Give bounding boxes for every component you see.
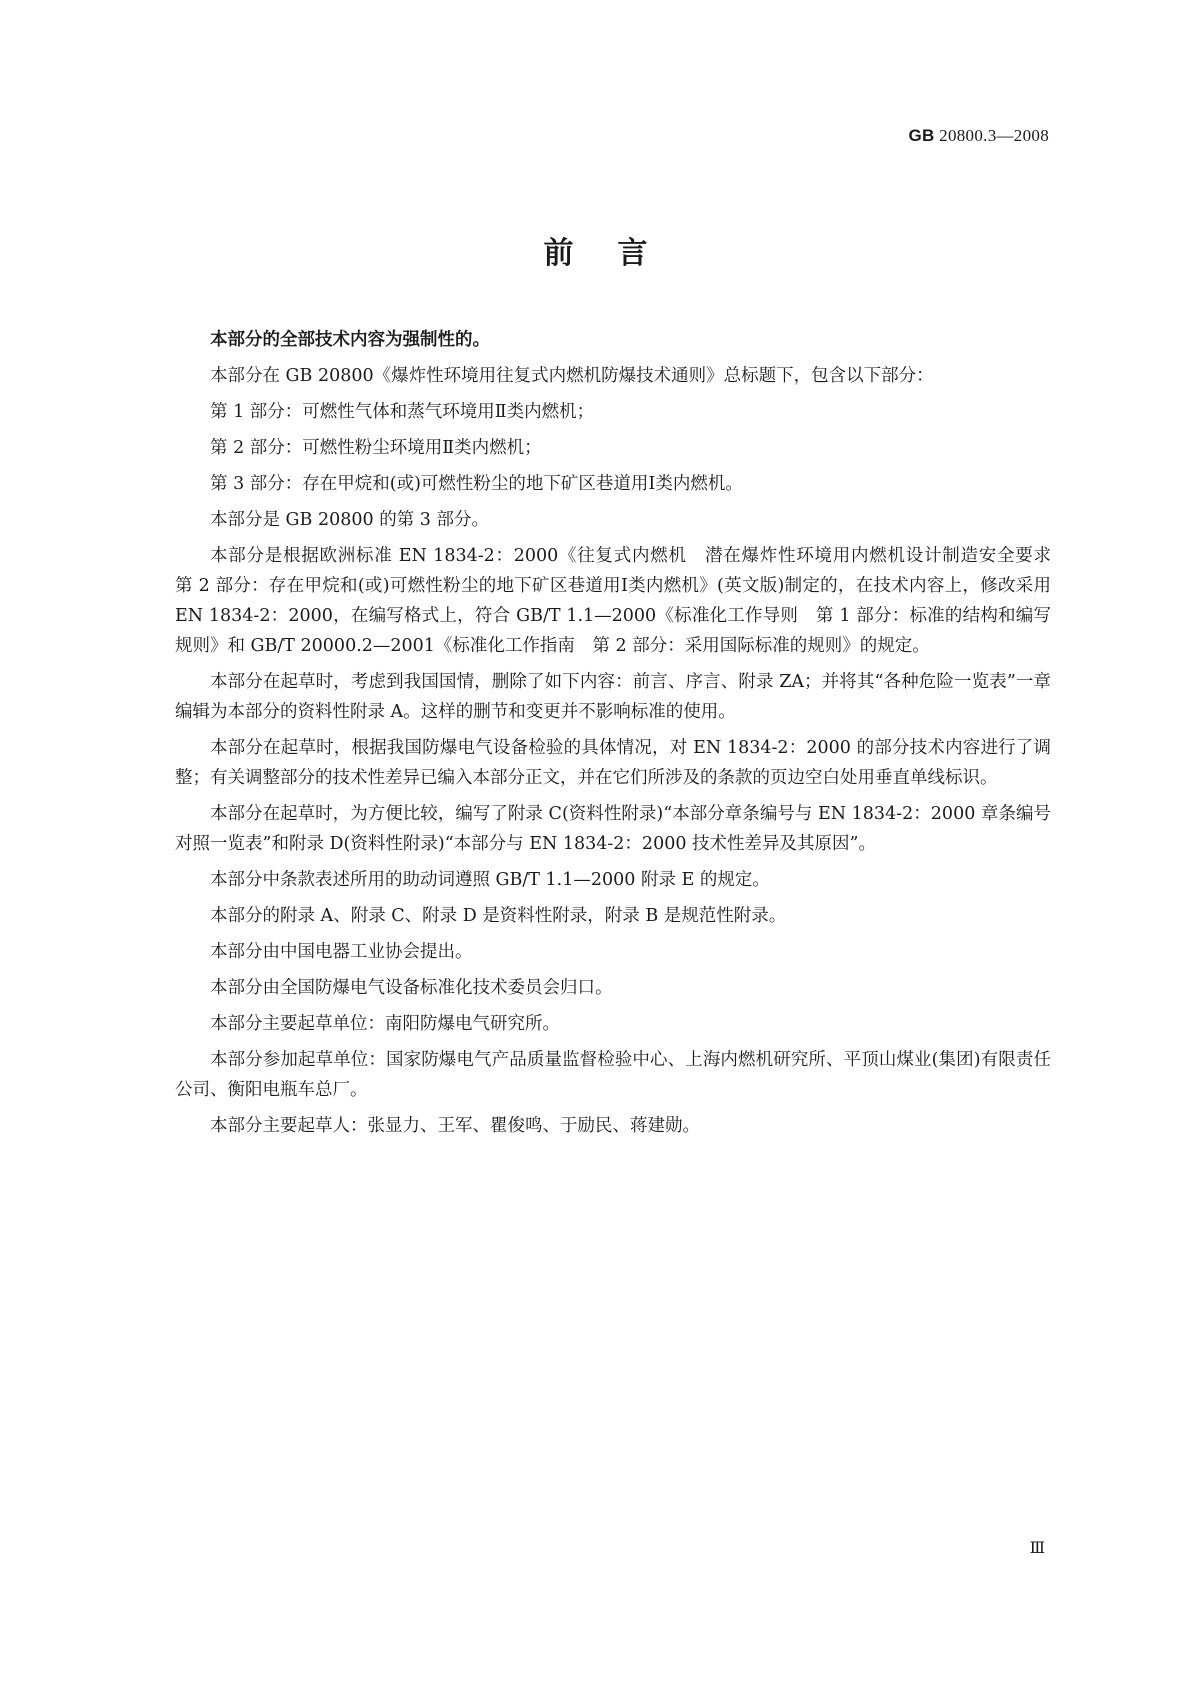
paragraph: 本部分由中国电器工业协会提出。 [210,942,473,962]
paragraph: 本部分参加起草单位：国家防爆电气产品质量监督检验中心、上海内燃机研究所、平顶山煤业(集团)有限责任公司、衡阳电瓶车总厂。 [175,1050,1051,1100]
paragraph: 本部分在 GB 20800《爆炸性环境用往复式内燃机防爆技术通则》总标题下，包含以下部分： [210,366,934,386]
paragraph: 本部分由全国防爆电气设备标准化技术委员会归口。 [210,978,613,998]
standard-prefix: GB [908,126,935,145]
paragraph: 本部分是根据欧洲标准 EN 1834-2：2000《往复式内燃机 潜在爆炸性环境用内燃机设计制造安全要求 第 2 部分：存在甲烷和(或)可燃性粉尘的地下矿区巷道用Ⅰ类内燃机》(英文版)制定的，在技术内容上，修改采用 EN 1834-2：2000，在编写格式上，符合 GB/T 1.1—2000《标准化工作导则 第 1 部分：标准的结构和编写规则》和 GB/T 20000.2—2001《标准化工作指南 第 2 部分：采用国际标准的规则》的规定。 [175,546,1069,656]
page-title: 前言 [543,236,692,271]
paragraph: 本部分是 GB 20800 的第 3 部分。 [210,510,489,530]
standard-code: 20800.3—2008 [939,126,1049,145]
paragraph: 本部分在起草时，考虑到我国国情，删除了如下内容：前言、序言、附录 ZA；并将其“各种危险一览表”一章编辑为本部分的资料性附录 A。这样的删节和变更并不影响标准的使用。 [175,672,1051,722]
standard-number [908,126,1049,146]
paragraph: 本部分主要起草人：张显力、王军、瞿俊鸣、于励民、蒋建勋。 [210,1116,700,1136]
paragraph: 本部分在起草时，根据我国防爆电气设备检验的具体情况，对 EN 1834-2：2000 的部分技术内容进行了调整；有关调整部分的技术性差异已编入本部分正文，并在它们所涉及的条款的页边空白处用垂直单线标识。 [175,738,1051,788]
mandatory-statement: 本部分的全部技术内容为强制性的。 [210,330,490,350]
paragraph: 本部分在起草时，为方便比较，编写了附录 C(资料性附录)“本部分章条编号与 EN 1834-2：2000 章条编号对照一览表”和附录 D(资料性附录)“本部分与 EN 1834-2：2000 技术性差异及其原因”。 [175,804,1051,854]
foreword-body [175,325,1069,1147]
paragraph: 本部分中条款表述所用的助动词遵照 GB/T 1.1—2000 附录 E 的规定。 [210,870,770,890]
paragraph: 本部分的附录 A、附录 C、附录 D 是资料性附录，附录 B 是规范性附录。 [210,906,787,926]
paragraph: 第 1 部分：可燃性气体和蒸气环境用Ⅱ类内燃机； [210,402,595,422]
paragraph: 本部分主要起草单位：南阳防爆电气研究所。 [210,1014,560,1034]
paragraph: 第 3 部分：存在甲烷和(或)可燃性粉尘的地下矿区巷道用Ⅰ类内燃机。 [210,474,743,494]
paragraph: 第 2 部分：可燃性粉尘环境用Ⅱ类内燃机； [210,438,542,458]
page-number: Ⅲ [1029,1540,1045,1557]
